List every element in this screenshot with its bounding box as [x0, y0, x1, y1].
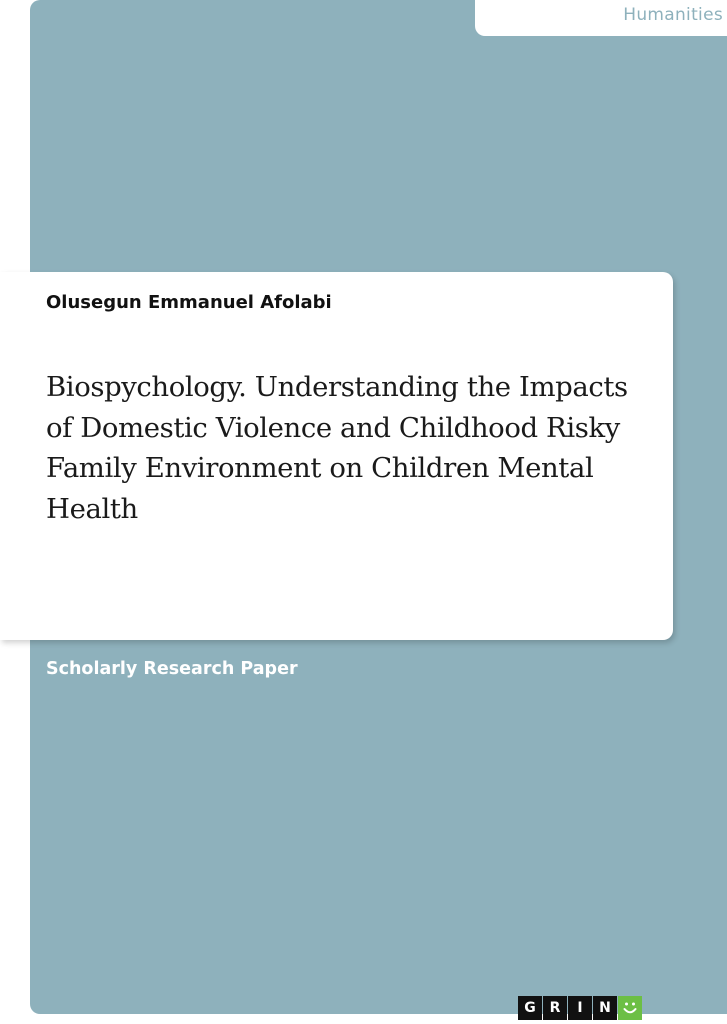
- logo-letter: R: [543, 996, 567, 1020]
- category-tab: [475, 0, 727, 36]
- category-label: Humanities: [623, 5, 723, 25]
- logo-letter: I: [568, 996, 592, 1020]
- title-line: of Domestic Violence and Childhood Risky: [46, 411, 620, 444]
- book-title: [46, 367, 666, 529]
- smile-icon: [618, 996, 642, 1020]
- title-line: Health: [46, 492, 138, 525]
- title-line: Family Environment on Children Mental: [46, 452, 594, 484]
- document-type: Scholarly Research Paper: [46, 659, 298, 679]
- author-name: Olusegun Emmanuel Afolabi: [46, 292, 332, 313]
- title-card: [0, 272, 673, 640]
- title-line: Biospychology. Understanding the Impacts: [46, 371, 628, 403]
- logo-letter: N: [593, 996, 617, 1020]
- logo-letter: G: [518, 996, 542, 1020]
- publisher-logo: [518, 996, 642, 1020]
